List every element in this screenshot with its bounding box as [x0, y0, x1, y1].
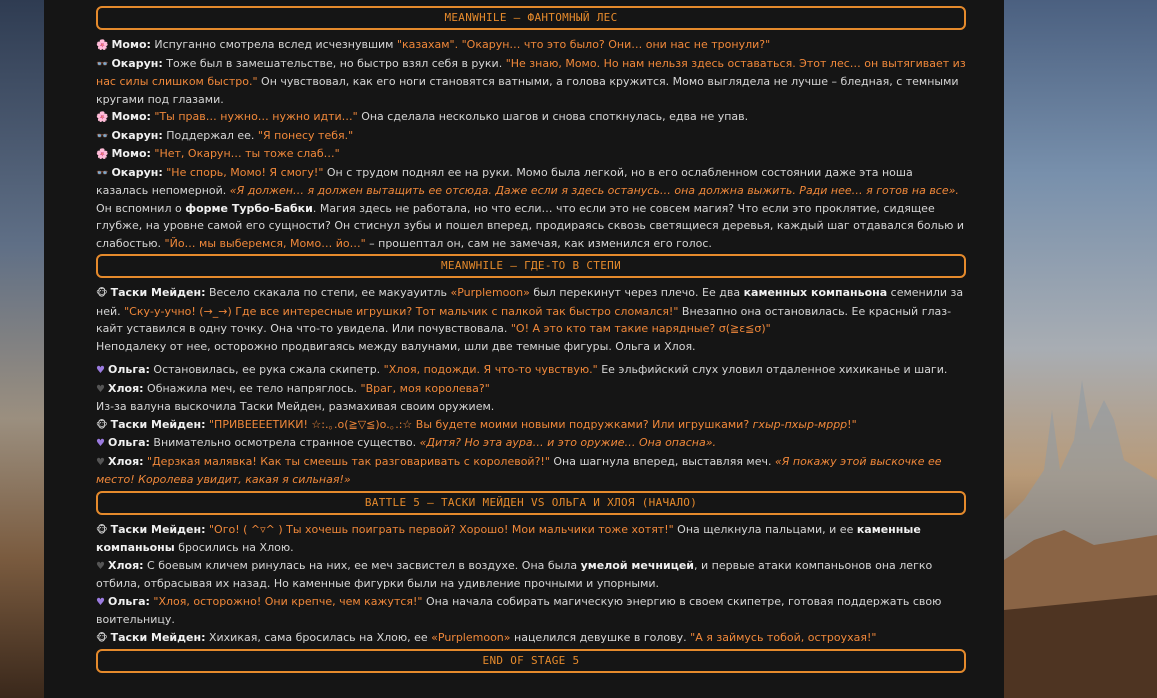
speaker-name: Окарун: [111, 165, 163, 179]
dialogue-line: 👓 Окарун: "Не спорь, Момо! Я смогу!" Он с трудом поднял ее на руки. Момо была легкой, но в его ослабленном состоянии даже эта ноша казалась непомерной. «Я должен… я должен вытащить ее отсюда. Даже если я здесь останусь… она должна выжить. Ради нее… я готов на все». Он вспомнил о форме Турбо-Бабки. Магия здесь не работала, но что если… что если это не совсем магия? Что если это проклятие, сидящее глубже, на уровне самой его сущности? Он стиснул зубы и пошел вперед, продираясь сквозь светящиеся деревья, каждый шаг отдавался болью и слабостью. "Йо… мы выберемся, Момо… йо…" – прошептал он, сам не замечая, как изменился его голос. [96, 165, 965, 250]
dialogue-line: ♥ Хлоя: Обнажила меч, ее тело напряглось. "Враг, моя королева?" [96, 381, 490, 395]
speaker-name: Ольга: [107, 363, 150, 376]
purple-heart-icon: ♥ [96, 365, 105, 376]
speaker-name: Таски Мейден: [110, 522, 206, 536]
dialogue-line: 🌸 Момо: "Ты прав… нужно… нужно идти…" Она сделала несколько шагов и снова споткнулась, едва не упав. [96, 110, 749, 123]
dialogue-line: 👓 Окарун: Поддержал ее. "Я понесу тебя." [96, 128, 354, 142]
speaker-name: Таски Мейден: [110, 417, 206, 431]
sunglasses-icon: 👓 [96, 58, 109, 70]
dialogue-line: 🌸 Момо: "Нет, Окарун… ты тоже слаб…" [96, 147, 340, 160]
speaker-name: Таски Мейден: [110, 630, 206, 644]
turbo-granny-icon: 🐵 [96, 524, 108, 536]
dialogue-line: ♥ Ольга: Остановилась, ее рука сжала скипетр. "Хлоя, подожди. Я что-то чувствую." Ее эльфийский слух уловил отдаленное хихиканье и шаги. [96, 363, 948, 376]
cherry-blossom-icon: 🌸 [96, 149, 109, 160]
speaker-name: Окарун: [111, 56, 163, 70]
story-panel [44, 0, 1004, 698]
speaker-name: Момо: [111, 38, 151, 51]
speaker-name: Ольга: [107, 436, 150, 449]
scene-banner-steppe: MEANWHILE – ГДЕ-ТО В СТЕПИ [96, 254, 966, 278]
cherry-blossom-icon: 🌸 [96, 40, 109, 51]
sunglasses-icon: 👓 [96, 130, 109, 142]
scene-banner-end-of-stage: END OF STAGE 5 [96, 649, 966, 673]
dialogue-line: ♥ Хлоя: "Дерзкая малявка! Как ты смеешь так разговаривать с королевой?!" Она шагнула вперед, выставляя меч. «Я покажу этой выскочке ее место! Королева увидит, какая я сильная!» [96, 454, 942, 486]
black-heart-icon: ♥ [96, 456, 105, 468]
sunglasses-icon: 👓 [96, 167, 109, 179]
rock-spires-illustration [1004, 0, 1157, 698]
turbo-granny-icon: 🐵 [96, 419, 108, 431]
speaker-name: Хлоя: [107, 381, 144, 395]
turbo-granny-icon: 🐵 [96, 632, 108, 644]
speaker-name: Ольга: [107, 594, 150, 608]
speaker-name: Хлоя: [107, 454, 144, 468]
dialogue-line: 🐵 Таски Мейден: Весело скакала по степи, ее макуауитль «Purplemoon» был перекинут через плечо. Ее два каменных компаньона семенили за ней. "Ску-у-учно! (→_→) Где все интересные игрушки? Тот мальчик с палкой так быстро сломался!" Внезапно она остановилась. Ее красный глаз-кайт уставился в одну точку. Она что-то увидела. Или почувствовала. "О! А это кто там такие нарядные? σ(≧ε≦σ)" [96, 286, 964, 335]
dialogue-line: 🐵 Таски Мейден: "Ого! ( ^▿^ ) Ты хочешь поиграть первой? Хорошо! Мои мальчики тоже хотят!" Она щелкнула пальцами, и ее каменные компаньоны бросились на Хлою. [96, 522, 921, 554]
purple-heart-icon: ♥ [96, 596, 105, 608]
narration-line: Неподалеку от нее, осторожно продвигаясь между валунами, шли две темные фигуры. Ольга и Хлоя. [96, 339, 696, 353]
dialogue-line: ♥ Хлоя: С боевым кличем ринулась на них, ее меч засвистел в воздухе. Она была умелой мечницей, и первые атаки компаньонов она легко отбила, отбрасывая их назад. Но каменные фигурки были на удивление прочными и упорными. [96, 558, 933, 590]
scene-banner-phantom-forest: MEANWHILE – ФАНТОМНЫЙ ЛЕС [96, 6, 966, 30]
dialogue-line: 👓 Окарун: Тоже был в замешательстве, но быстро взял себя в руки. "Не знаю, Момо. Но нам нельзя здесь оставаться. Этот лес… он вытягивает из нас силы слишком быстро." Он чувствовал, как его ноги становятся ватными, а голова кружится. Момо выглядела не лучше – бледная, с темными кругами под глазами. [96, 56, 966, 106]
black-heart-icon: ♥ [96, 560, 105, 572]
speaker-name: Таски Мейден: [110, 286, 206, 299]
cherry-blossom-icon: 🌸 [96, 112, 109, 123]
speaker-name: Хлоя: [107, 558, 144, 572]
dialogue-line: 🌸 Момо: Испуганно смотрела вслед исчезнувшим "казахам". "Окарун… что это было? Они… они нас не тронули?" [96, 38, 771, 51]
narration-line: Из-за валуна выскочила Таски Мейден, размахивая своим оружием. [96, 400, 495, 413]
dialogue-line: ♥ Ольга: "Хлоя, осторожно! Они крепче, чем кажутся!" Она начала собирать магическую энергию в своем скипетре, готовая поддержать свою воительницу. [96, 594, 942, 626]
dialogue-line: 🐵 Таски Мейден: "ПРИВЕЕЕЕТИКИ! ☆:.｡.o(≧▽≦)o.｡.:☆ Вы будете моими новыми подружками? Или игрушками? гхыр-пхыр-мррр!" [96, 417, 857, 431]
scene-banner-battle-5: BATTLE 5 – ТАСКИ МЕЙДЕН VS ОЛЬГА И ХЛОЯ (НАЧАЛО) [96, 491, 966, 515]
dialogue-line: 🐵 Таски Мейден: Хихикая, сама бросилась на Хлою, ее «Purplemoon» нацелился девушке в голову. "А я займусь тобой, остроухая!" [96, 630, 877, 644]
black-heart-icon: ♥ [96, 383, 105, 395]
dialogue-line: ♥ Ольга: Внимательно осмотрела странное существо. «Дитя? Но эта аура… и это оружие… Она опасна». [96, 436, 716, 449]
background-scene-left [0, 0, 44, 698]
speaker-name: Окарун: [111, 128, 163, 142]
speaker-name: Момо: [111, 147, 151, 160]
turbo-granny-icon: 🐵 [96, 288, 108, 299]
speaker-name: Момо: [111, 110, 151, 123]
background-scene-right [1004, 0, 1157, 698]
purple-heart-icon: ♥ [96, 438, 105, 449]
